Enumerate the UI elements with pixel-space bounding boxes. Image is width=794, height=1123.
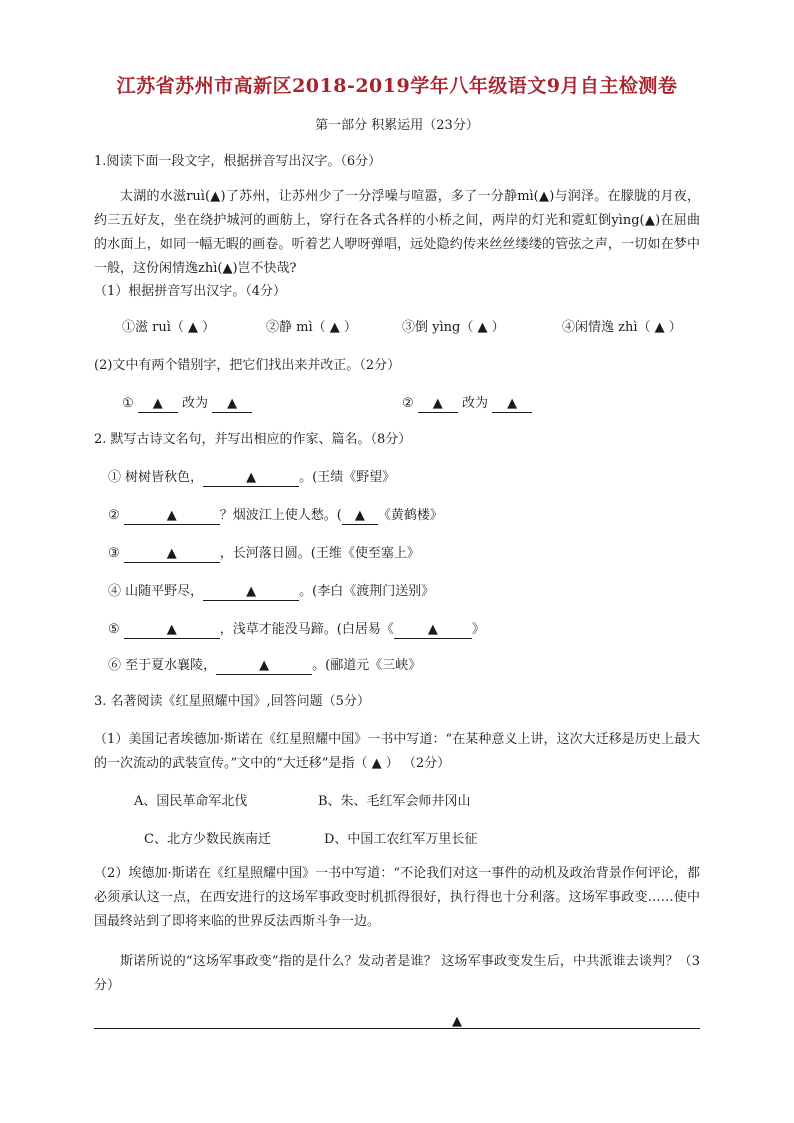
q1-sub2-item-2: [402, 394, 532, 414]
q1-sub2-item-1: [122, 394, 252, 414]
line-number: ④: [108, 584, 122, 599]
answer-blank[interactable]: ▲: [124, 622, 220, 639]
poem-line-5: [108, 620, 485, 640]
line-number: ⑥: [108, 658, 122, 673]
source-text: 。(王绩《野望》: [299, 470, 396, 485]
line-number: ③: [108, 546, 120, 561]
q1-prompt: 1.阅读下面一段文字，根据拼音写出汉字。（6分）: [94, 154, 382, 169]
q1-sub1-label: （1）根据拼音写出汉字。（4分）: [94, 284, 287, 299]
q2-prompt: 2. 默写古诗文名句，并写出相应的作家、篇名。（8分）: [94, 432, 412, 447]
q1-sub1-item-2: ②静 mì（ ▲ ）: [266, 320, 357, 335]
q3-option-d[interactable]: D、中国工农红军万里长征: [324, 832, 478, 847]
verse-text: 至于夏水襄陵，: [125, 658, 217, 673]
change-to-label: 改为: [461, 396, 488, 411]
part1-heading: 第一部分 积累运用（23分）: [315, 118, 479, 133]
line-number: ②: [108, 508, 120, 523]
poem-line-3: [108, 544, 420, 564]
poem-line-1: [108, 468, 395, 488]
answer-blank[interactable]: ▲: [138, 396, 178, 413]
q1-sub2-label: (2)文中有两个错别字，把它们找出来并改正。（2分）: [94, 358, 401, 373]
source-text: 。(郦道元《三峡》: [312, 658, 422, 673]
answer-line[interactable]: [94, 1028, 700, 1029]
q3-option-a[interactable]: A、国民革命军北伐: [134, 794, 248, 809]
q1-sub1-item-4: ④闲情逸 zhì（ ▲ ）: [562, 320, 682, 335]
answer-blank[interactable]: ▲: [492, 396, 532, 413]
q3-prompt: 3. 名著阅读《红星照耀中国》,回答问题（5分）: [94, 694, 370, 709]
answer-blank[interactable]: ▲: [216, 658, 312, 675]
q3-sub1: （1）美国记者埃德加·斯诺在《红星照耀中国》一书中写道：“在某种意义上讲，这次大迁移是历史上最大的一次流动的武装宣传。”文中的“大迁移”是指（ ▲ ） （2分）: [94, 732, 700, 771]
q3-sub2: （2）埃德加·斯诺在《红星照耀中国》一书中写道：“不论我们对这一事件的动机及政治背景作何评论，都必须承认这一点，在西安进行的这场军事政变时机抓得很好，执行得也十分利落。这场军事政变……使中国最终站到了即将来临的世界反法西斯斗争一边。: [94, 866, 700, 929]
answer-blank[interactable]: ▲: [203, 584, 299, 601]
q1-sub1-item-1: ①滋 ruì（ ▲ ）: [122, 320, 216, 335]
q1-passage: 太湖的水滋ruì(▲)了苏州，让苏州少了一分浮噪与喧嚣，多了一分静mì(▲)与润泽。在朦胧的月夜，约三五好友，坐在绕护城河的画舫上，穿行在各式各样的小桥之间，两岸的灯光和霓虹倒yìng(▲)在屈曲的水面上，如同一幅无暇的画卷。听着艺人咿呀弹唱，远处隐约传来丝丝缕缕的管弦之声，一切如在梦中一般，这份闲情逸zhì(▲)岂不快哉?: [94, 189, 700, 276]
poem-line-2: [108, 506, 443, 526]
answer-blank[interactable]: ▲: [124, 546, 220, 563]
q3-option-b[interactable]: B、朱、毛红军会师井冈山: [318, 794, 471, 809]
line-number: ①: [108, 470, 122, 485]
change-to-label: 改为: [181, 396, 208, 411]
verse-text: 山随平野尽，: [125, 584, 204, 599]
poem-line-6: [108, 656, 421, 676]
page-title: 江苏省苏州市高新区2018-2019学年八年级语文9月自主检测卷: [116, 75, 678, 97]
q1-sub1-item-3: ③倒 yìng（ ▲ ）: [402, 320, 505, 335]
verse-text: 树树皆秋色，: [125, 470, 204, 485]
verse-text: ？烟波江上使人愁。(: [219, 508, 342, 523]
source-text: 。(李白《渡荆门送别》: [299, 584, 435, 599]
poem-line-4: [108, 582, 434, 602]
author-blank[interactable]: ▲: [342, 508, 378, 525]
verse-text: ，浅草才能没马蹄。(白居易《: [219, 622, 394, 637]
line-number: ⑤: [108, 622, 120, 637]
item-number: ②: [402, 396, 414, 411]
source-text: 》: [471, 622, 485, 637]
answer-blank[interactable]: ▲: [418, 396, 458, 413]
verse-text: ，长河落日圆。(王维《使至塞上》: [219, 546, 420, 561]
source-text: 《黄鹤楼》: [377, 508, 443, 523]
q3-sub2-question: 斯诺所说的“这场军事政变”指的是什么？发动者是谁？ 这场军事政变发生后，中共派谁去谈判？（3分）: [94, 954, 700, 993]
title-blank[interactable]: ▲: [394, 622, 472, 639]
answer-blank[interactable]: ▲: [203, 470, 299, 487]
answer-blank[interactable]: ▲: [212, 396, 252, 413]
q3-option-c[interactable]: C、北方少数民族南迁: [144, 832, 271, 847]
answer-blank[interactable]: ▲: [124, 508, 220, 525]
item-number: ①: [122, 396, 134, 411]
answer-mark: ▲: [452, 1014, 462, 1029]
